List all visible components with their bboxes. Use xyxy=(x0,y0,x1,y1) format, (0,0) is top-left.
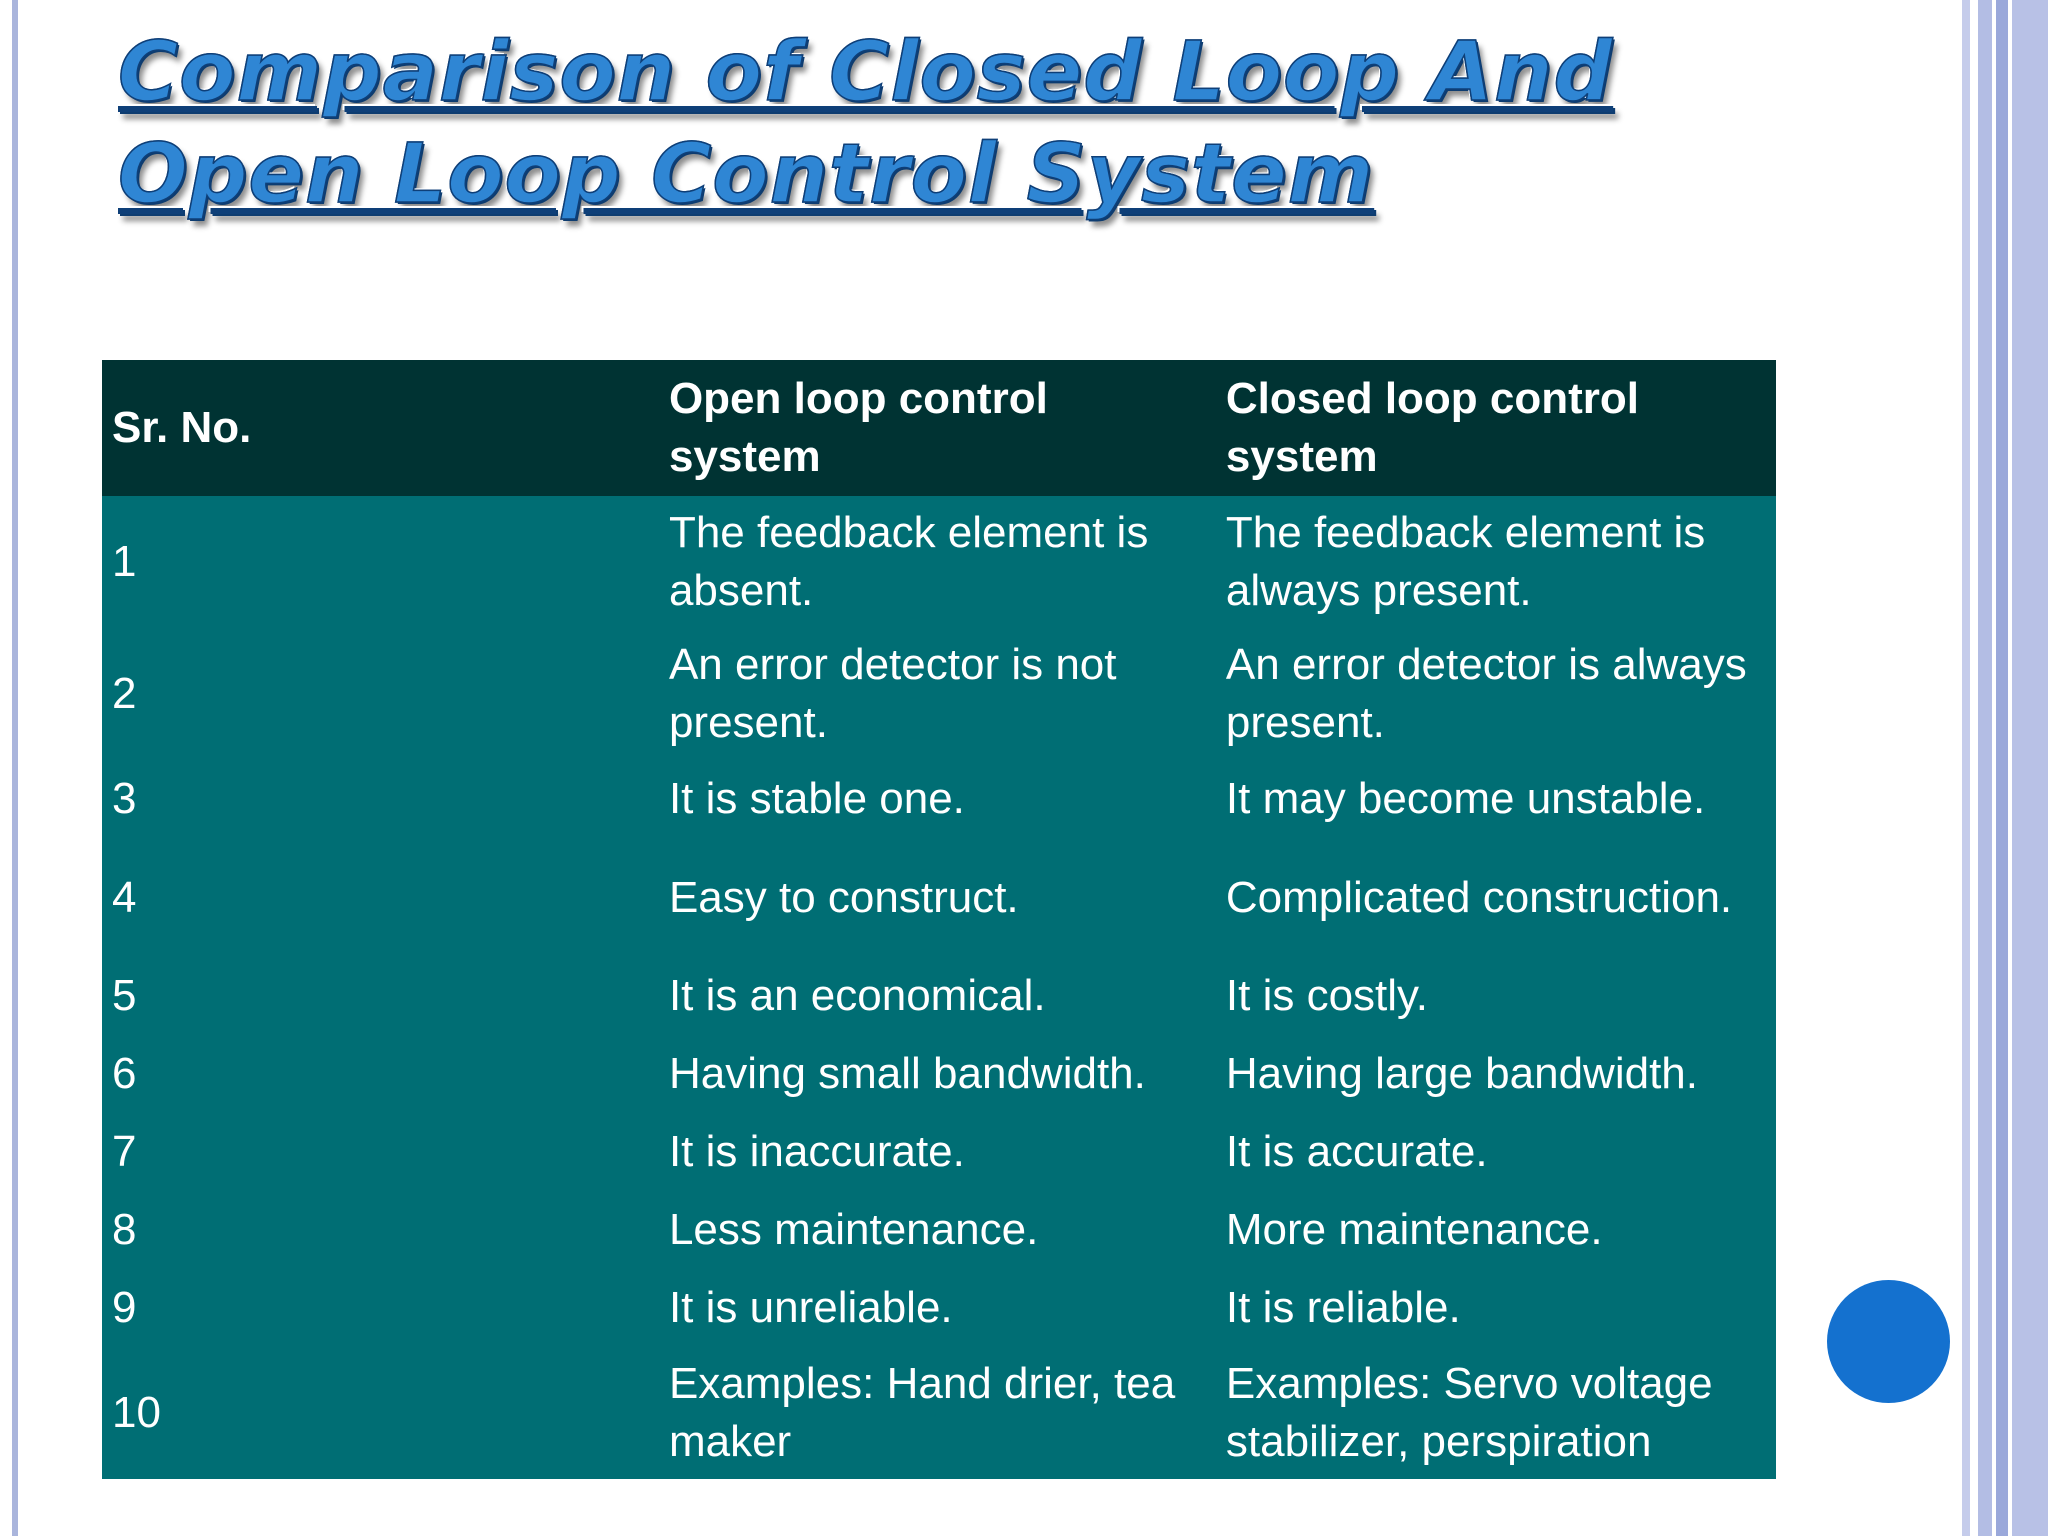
table-row xyxy=(102,1191,1776,1269)
cell-open-loop: Less maintenance. xyxy=(668,1205,1039,1254)
slide-title-line-1: Comparison of Closed Loop And xyxy=(118,25,1614,120)
cell-open-loop: It is unreliable. xyxy=(668,1283,953,1332)
cell-closed-loop: The feedback element is always present. xyxy=(1225,508,1706,615)
header-sr-no: Sr. No. xyxy=(112,403,252,452)
cell-open-loop: It is an economical. xyxy=(668,971,1046,1020)
comparison-table xyxy=(102,360,1776,1479)
cell-open-loop: The feedback element is absent. xyxy=(668,508,1149,615)
slide-left-border xyxy=(12,0,18,1536)
table-row xyxy=(102,1347,1776,1479)
cell-closed-loop: Having large bandwidth. xyxy=(1225,1049,1698,1098)
slide-right-stripe xyxy=(1996,0,2008,1536)
cell-open-loop: It is stable one. xyxy=(668,774,965,823)
header-open-loop: Open loop control system xyxy=(668,374,1048,481)
cell-open-loop: Easy to construct. xyxy=(668,872,1019,922)
table-row xyxy=(102,1035,1776,1113)
cell-sr: 8 xyxy=(112,1205,137,1254)
table-row xyxy=(102,1269,1776,1347)
cell-sr: 9 xyxy=(112,1283,137,1332)
table-row xyxy=(102,496,1776,628)
cell-sr: 2 xyxy=(112,669,137,718)
header-closed-loop: Closed loop control system xyxy=(1225,374,1640,481)
cell-closed-loop: It may become unstable. xyxy=(1225,774,1706,823)
cell-open-loop: It is inaccurate. xyxy=(668,1127,965,1176)
cell-sr: 1 xyxy=(112,537,137,586)
cell-closed-loop: Examples: Servo voltage stabilizer, perspiration xyxy=(1225,1359,1713,1466)
table-row xyxy=(102,1113,1776,1191)
slide-right-stripe xyxy=(2012,0,2048,1536)
cell-sr: 5 xyxy=(112,971,137,1020)
cell-open-loop: Examples: Hand drier, tea maker xyxy=(668,1359,1176,1466)
cell-sr: 6 xyxy=(112,1049,137,1098)
table-row xyxy=(102,628,1776,760)
cell-closed-loop: An error detector is always present. xyxy=(1225,640,1747,747)
cell-closed-loop: It is accurate. xyxy=(1225,1127,1488,1176)
cell-open-loop: Having small bandwidth. xyxy=(668,1049,1146,1098)
table-row xyxy=(102,760,1776,838)
table-row xyxy=(102,957,1776,1035)
table-header-row xyxy=(102,360,1776,496)
next-slide-circle-button[interactable] xyxy=(1827,1280,1950,1403)
slide-title xyxy=(118,22,1718,226)
cell-sr: 7 xyxy=(112,1127,137,1176)
cell-sr: 3 xyxy=(112,774,137,823)
cell-sr: 10 xyxy=(112,1388,161,1437)
cell-sr: 4 xyxy=(112,872,137,922)
cell-closed-loop: It is costly. xyxy=(1225,971,1429,1020)
cell-closed-loop: Complicated construction. xyxy=(1225,872,1733,922)
slide-title-line-2: Open Loop Control System xyxy=(118,127,1375,222)
cell-closed-loop: More maintenance. xyxy=(1225,1205,1603,1254)
cell-open-loop: An error detector is not present. xyxy=(668,640,1117,747)
slide-right-stripe xyxy=(1978,0,1992,1536)
cell-closed-loop: It is reliable. xyxy=(1225,1283,1461,1332)
table-row xyxy=(102,838,1776,957)
slide-right-stripe xyxy=(1962,0,1970,1536)
